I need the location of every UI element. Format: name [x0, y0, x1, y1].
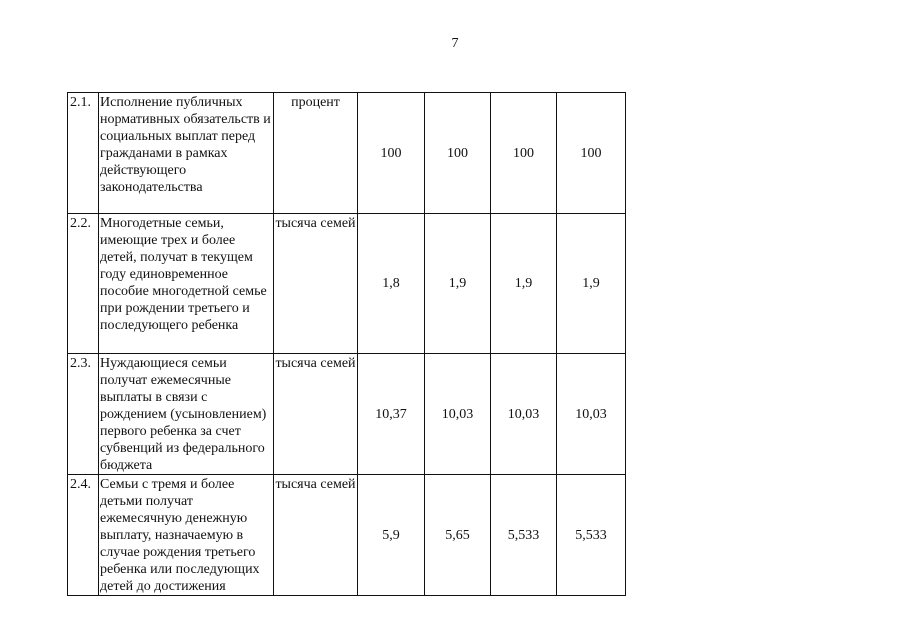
table-row [68, 354, 626, 475]
value-cell: 10,03 [425, 354, 491, 475]
value-cell: 5,533 [557, 475, 626, 596]
row-number: 2.2. [68, 214, 99, 354]
row-number: 2.4. [68, 475, 99, 596]
value-cell: 1,9 [557, 214, 626, 354]
value-cell: 1,8 [358, 214, 425, 354]
value-cell: 1,9 [425, 214, 491, 354]
value-cell: 5,9 [358, 475, 425, 596]
value-cell: 5,65 [425, 475, 491, 596]
unit-of-measure: процент [274, 93, 358, 214]
value-cell: 100 [425, 93, 491, 214]
row-number: 2.3. [68, 354, 99, 475]
table-row [68, 93, 626, 214]
page-number: 7 [451, 36, 459, 51]
indicator-name: Нуждающиеся семьи получат ежемесячные выплаты в связи с рождением (усыновлением) первого ребенка за счет субвенций из федерального бюджета [99, 354, 274, 475]
indicators-table [67, 92, 626, 596]
table-row [68, 475, 626, 596]
row-number: 2.1. [68, 93, 99, 214]
value-cell: 100 [557, 93, 626, 214]
value-cell: 100 [358, 93, 425, 214]
table-row [68, 214, 626, 354]
value-cell: 1,9 [491, 214, 557, 354]
unit-of-measure: тысяча семей [274, 475, 358, 596]
value-cell: 10,03 [557, 354, 626, 475]
indicator-name: Исполнение публичных нормативных обязательств и социальных выплат перед гражданами в рамках действующего законодательства [99, 93, 274, 214]
value-cell: 10,03 [491, 354, 557, 475]
indicator-name: Семьи с тремя и более детьми получат ежемесячную денежную выплату, назначаемую в случае рождения третьего ребенка или последующих детей до достижения [99, 475, 274, 596]
unit-of-measure: тысяча семей [274, 214, 358, 354]
value-cell: 100 [491, 93, 557, 214]
unit-of-measure: тысяча семей [274, 354, 358, 475]
value-cell: 10,37 [358, 354, 425, 475]
value-cell: 5,533 [491, 475, 557, 596]
indicator-name: Многодетные семьи, имеющие трех и более детей, получат в текущем году единовременное пособие многодетной семье при рождении третьего и последующего ребенка [99, 214, 274, 354]
